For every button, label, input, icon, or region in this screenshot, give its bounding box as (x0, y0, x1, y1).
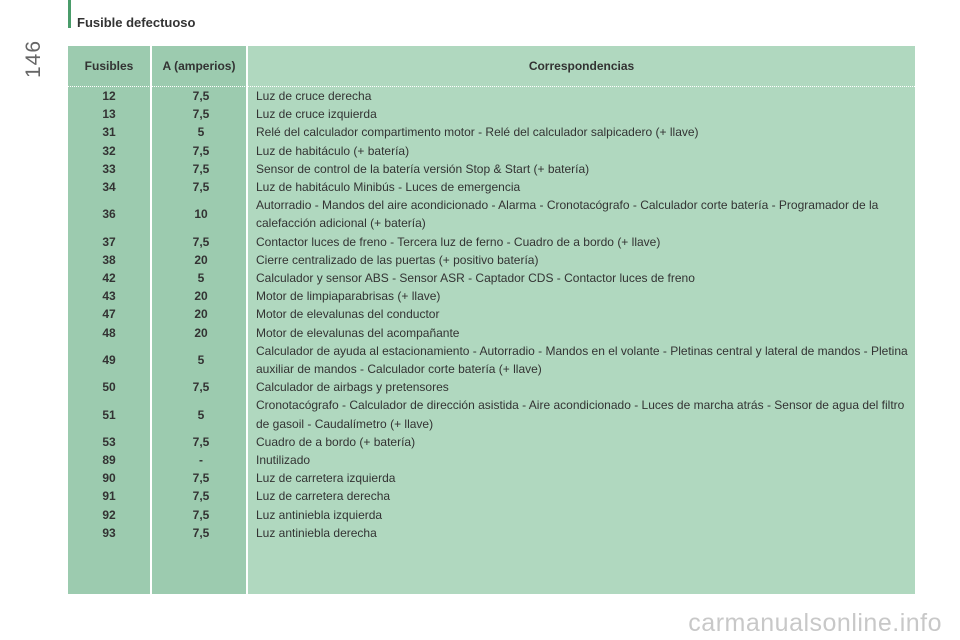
table-row (68, 269, 915, 287)
fuse-description: Inutilizado (256, 453, 311, 468)
fuse-amperage: 20 (194, 325, 208, 340)
fuse-description: Contactor luces de freno - Tercera luz de ferno - Cuadro de a bordo (+ llave) (256, 234, 661, 249)
fuse-amperage: 7,5 (192, 525, 210, 540)
fuse-description: Luz antiniebla izquierda (256, 507, 383, 522)
fuse-number: 90 (102, 471, 116, 486)
fuse-number: 36 (102, 207, 116, 222)
column-header-amperios: A (amperios) (162, 59, 236, 73)
table-row (68, 469, 915, 487)
table-row (68, 87, 915, 105)
fuse-number: 47 (102, 307, 116, 322)
fuse-number: 50 (102, 380, 116, 395)
section-accent-bar (68, 0, 71, 28)
table-row (68, 342, 915, 378)
fuse-number: 48 (102, 325, 116, 340)
table-row (68, 396, 915, 432)
fuse-description: Autorradio - Mandos del aire acondicionado - Alarma - Cronotacógrafo - Calculador corte batería - Programador de la calefacción adicional (+ batería) (256, 198, 879, 231)
table-row (68, 524, 915, 542)
fuse-amperage: 5 (197, 271, 205, 286)
fuse-description: Cuadro de a bordo (+ batería) (256, 434, 416, 449)
fuse-description: Calculador de airbags y pretensores (256, 380, 449, 395)
table-row (68, 433, 915, 451)
fuse-amperage: 7,5 (192, 107, 210, 122)
fuse-amperage: 5 (197, 407, 205, 422)
table-row (68, 142, 915, 160)
column-header-correspondencias: Correspondencias (528, 59, 635, 73)
fuse-amperage: 7,5 (192, 161, 210, 176)
fuse-description: Luz de cruce izquierda (256, 107, 377, 122)
fuse-amperage: - (199, 453, 203, 468)
fuse-amperage: 7,5 (192, 234, 210, 249)
table-row (68, 287, 915, 305)
fuse-number: 33 (102, 161, 116, 176)
watermark: carmanualsonline.info (688, 609, 942, 637)
fuse-number: 51 (102, 407, 116, 422)
fuse-description: Motor de limpiaparabrisas (+ llave) (256, 289, 441, 304)
table-row (68, 196, 915, 232)
fuse-table (68, 46, 915, 594)
fuse-description: Calculador de ayuda al estacionamiento - Autorradio - Mandos en el volante - Pletinas central y lateral de mandos - Pletina auxiliar de mandos - Calculador corte batería (+ llave) (256, 343, 908, 377)
table-row (68, 251, 915, 269)
fuse-number: 93 (102, 525, 116, 540)
fuse-number: 34 (102, 180, 116, 195)
fuse-number: 92 (102, 507, 116, 522)
fuse-amperage: 20 (194, 307, 208, 322)
fuse-amperage: 7,5 (192, 143, 210, 158)
fuse-number: 43 (102, 289, 116, 304)
fuse-description: Cierre centralizado de las puertas (+ positivo batería) (256, 252, 539, 267)
fuse-amperage: 7,5 (192, 380, 210, 395)
fuse-description: Luz de habitáculo Minibús - Luces de emergencia (256, 180, 521, 195)
fuse-number: 12 (102, 89, 116, 103)
fuse-number: 32 (102, 143, 116, 158)
fuse-amperage: 7,5 (192, 507, 210, 522)
fuse-description: Luz antiniebla derecha (256, 525, 377, 540)
table-row (68, 233, 915, 251)
fuse-amperage: 20 (194, 289, 208, 304)
fuse-description: Luz de cruce derecha (256, 89, 372, 103)
fuse-number: 37 (102, 234, 116, 249)
fuse-description: Relé del calculador compartimento motor - Relé del calculador salpicadero (+ llave) (256, 125, 699, 140)
table-row (68, 378, 915, 396)
fuse-amperage: 7,5 (192, 471, 210, 486)
fuse-description: Luz de carretera derecha (256, 489, 391, 504)
table-row (68, 305, 915, 323)
table-row (68, 451, 915, 469)
table-row (68, 160, 915, 178)
fuse-amperage: 7,5 (192, 489, 210, 504)
fuse-description: Luz de habitáculo (+ batería) (256, 143, 410, 158)
fuse-amperage: 10 (194, 207, 208, 222)
table-header (68, 46, 915, 86)
fuse-description: Motor de elevalunas del acompañante (256, 325, 460, 340)
fuse-number: 53 (102, 434, 116, 449)
fuse-description: Luz de carretera izquierda (256, 471, 396, 486)
fuse-amperage: 20 (194, 252, 208, 267)
column-header-fusibles: Fusibles (84, 59, 134, 73)
fuse-description: Calculador y sensor ABS - Sensor ASR - Captador CDS - Contactor luces de freno (256, 271, 695, 286)
table-row (68, 487, 915, 505)
fuse-amperage: 7,5 (192, 434, 210, 449)
fuse-amperage: 5 (197, 125, 205, 140)
fuse-description: Sensor de control de la batería versión Stop & Start (+ batería) (256, 161, 590, 176)
section-title: Fusible defectuoso (77, 15, 196, 30)
table-body (68, 87, 915, 542)
table-row (68, 324, 915, 342)
fuse-amperage: 7,5 (192, 180, 210, 195)
fuse-description: Motor de elevalunas del conductor (256, 307, 440, 322)
fuse-number: 42 (102, 271, 116, 286)
table-row (68, 178, 915, 196)
fuse-number: 91 (102, 489, 116, 504)
fuse-number: 89 (102, 453, 116, 468)
fuse-number: 49 (102, 352, 116, 367)
fuse-number: 13 (102, 107, 116, 122)
table-row (68, 506, 915, 524)
fuse-amperage: 7,5 (192, 89, 210, 103)
table-row (68, 105, 915, 123)
fuse-description: Cronotacógrafo - Calculador de dirección asistida - Aire acondicionado - Luces de marcha atrás - Sensor de agua del filtro de gasoil - Caudalímetro (+ llave) (256, 398, 905, 431)
fuse-number: 38 (102, 252, 116, 267)
page-number: 146 (22, 39, 45, 78)
fuse-amperage: 5 (197, 352, 205, 367)
table-row (68, 123, 915, 141)
fuse-number: 31 (102, 125, 116, 140)
